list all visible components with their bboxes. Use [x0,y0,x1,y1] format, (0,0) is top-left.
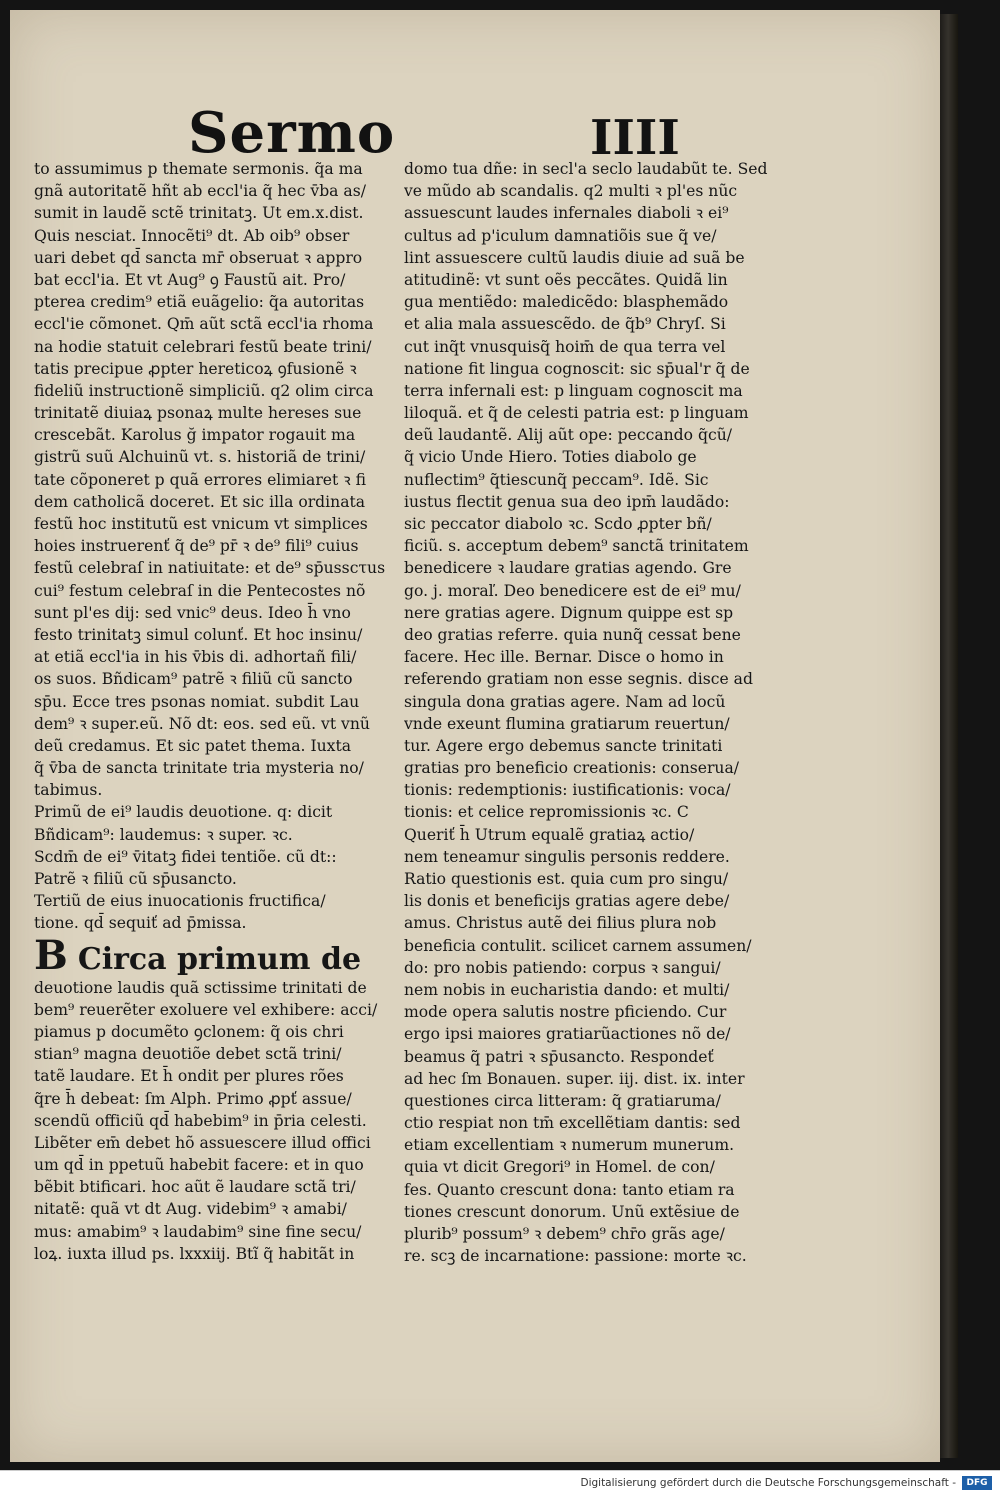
text-line: questiones circa litteram: q̃ gratiaruma/ [404,1091,721,1110]
text-line: dem catholicã doceret. Et sic illa ordinata [34,492,366,511]
text-line: ficiũ. s. acceptum debem⁹ sanctã trinitatem [404,537,749,556]
text-line: festũ hoc institutũ est vnicum vt simplices [34,515,368,533]
section-heading [34,935,392,977]
text-line: nere gratias agere. Dignum quippe est sp [404,603,734,622]
text-line: benedicere ꝛ laudare gratias agendo. Gre [404,559,732,578]
section-heading-text: Circa primum de [77,941,362,977]
text-line: q̃ v̄ba de sancta trinitate tria mysteria no/ [34,759,364,778]
text-line: cut inq̃t vnusquisq̃ hoim̄ de qua terra vel [404,337,726,356]
text-line: cultus ad p'iculum damnatiõis sue q̃ ve/ [404,226,717,245]
text-line: vnde exeunt flumina gratiarum reuertun/ [404,714,730,733]
text-line: stian⁹ magna deuotiõe debet sctã trini/ [34,1045,342,1064]
text-line: dem⁹ ꝛ super.eũ. Nõ dt: eos. sed eũ. vt vnũ [34,714,370,733]
text-line: ergo ipsi maiores gratiarũactiones nõ de/ [404,1025,731,1044]
text-line: gnã autoritatẽ hñt ab eccl'ia q̃ hec v̄ba as/ [34,182,366,201]
text-line: um qd̄ in ppetuũ habebit facere: et in quo [34,1156,364,1175]
text-line: fes. Quanto crescunt dona: tanto etiam ra [404,1180,735,1199]
text-line: sp̄u. Ecce tres psonas nomiat. subdit Lau [34,692,360,711]
text-line: singula dona gratias agere. Nam ad locũ [404,692,726,711]
decorated-initial: B [34,934,68,977]
left-column-lines-a [34,158,392,935]
right-text-column [404,158,792,1288]
text-line: crescebãt. Karolus ğ impator rogauit ma [34,426,356,445]
text-line: sic peccator diabolo ꝛc. Scdo ꝓpter bñ/ [404,515,712,533]
text-line: Bñdicam⁹: laudemus: ꝛ super. ꝛc. [34,825,293,844]
text-line: q̃re h̄ debeat: ſm Alph. Primo ꝓpť assue/ [34,1089,352,1108]
text-line: pterea credim⁹ etiã euãgelio: q̃a autoritas [34,293,365,312]
text-line: nem teneamur singulis personis reddere. [404,847,730,866]
text-line: ctio respiat non tm̄ excellẽtiam dantis: sed [404,1114,741,1133]
text-line: at etiã eccl'ia in his v̄bis di. adhortañ fili/ [34,648,357,667]
text-line: Ratio questionis est. quia cum pro singu/ [404,870,729,888]
text-line: eccl'ie cõmonet. Qm̄ aũt sctã eccl'ia rhoma [34,315,374,334]
text-line: nuflectim⁹ q̃tiescunq̃ peccam⁹. Idẽ. Sic [404,470,709,489]
text-line: iustus flectit genua sua deo ipm̄ laudãdo: [404,492,730,511]
text-line: amus. Christus autẽ dei filius plura nob [404,914,717,933]
text-line: tatis precipue ꝓpter hereticoꝝ ꝯfusionẽ ꝛ [34,359,357,378]
text-line: piamus p documẽto ꝯclonem: q̃ ois chri [34,1022,344,1041]
text-line: tate cõponeret p quã errores elimiaret ꝛ fi [34,470,366,489]
text-line: etiam excellentiam ꝛ numerum munerum. [404,1136,735,1155]
text-line: gua mentiẽdo: maledicẽdo: blasphemãdo [404,293,729,312]
text-line: facere. Hec ille. Bernar. Disce o homo in [404,648,724,667]
text-line: tabimus. [34,781,103,800]
text-line: tionis: redemptionis: iustificationis: voca/ [404,781,731,800]
text-line: na hodie statuit celebrari festũ beate trini/ [34,337,372,356]
text-line: tiones crescunt donorum. Unũ extẽsiue de [404,1202,740,1221]
text-line: liloquã. et q̃ de celesti patria est: p linguam [404,404,749,423]
footer-bar [0,1470,1000,1495]
text-line: re. scꝫ de incarnatione: passione: morte ꝛc. [404,1247,747,1266]
text-line: referendo gratiam non esse segnis. disce ad [404,670,753,689]
text-line: gratias pro beneficio creationis: conserua/ [404,759,740,778]
text-line: Scdm̄ de ei⁹ v̄itatꝫ fidei tentiõe. cũ dt:: [34,847,337,866]
text-line: scendũ officiũ qd̄ habebim⁹ in p̄ria celesti. [34,1111,367,1130]
text-line: bat eccl'ia. Et vt Aug⁹ ꝯ Faustũ ait. Pro/ [34,270,346,289]
text-line: Quis nesciat. Innocẽti⁹ dt. Ab oib⁹ obser [34,226,350,245]
text-line: tionis: et celice repromissionis ꝛc. C [404,803,689,822]
text-line: q̃ vicio Unde Hiero. Toties diabolo ge [404,448,697,467]
text-line: Queriť h̄ Utrum equalẽ gratiaꝝ actio/ [404,825,695,844]
text-line: fideliũ instructionẽ simpliciũ. q2 olim circa [34,381,374,400]
text-line: gistrũ suũ Alchuinũ vt. s. historiã de trini/ [34,448,366,467]
text-line: deo gratias referre. quia nunq̃ cessat bene [404,625,741,644]
text-line: tione. qd̄ sequiť ad p̄missa. [34,914,247,933]
text-line: deũ laudantẽ. Alij aũt ope: peccando q̃cũ/ [404,426,733,445]
text-line: bem⁹ reuerẽter exoluere vel exhibere: acci/ [34,1000,378,1019]
text-line: sunt pl'es dij: sed vnic⁹ deus. Ideo h̄ vno [34,603,351,622]
text-line: deuotione laudis quã sctissime trinitati de [34,978,367,997]
text-line: loꝝ. iuxta illud ps. lxxxiij. Btĩ q̃ habitãt in [34,1244,355,1263]
text-line: deũ credamus. Et sic patet thema. Iuxta [34,736,352,755]
text-line: nitatẽ: quã vt dt Aug. videbim⁹ ꝛ amabi/ [34,1200,347,1219]
text-line: natione fit lingua cognoscit: sic sp̄ual'r q̃ de [404,359,750,378]
text-line: nem nobis in eucharistia dando: et multi/ [404,980,730,999]
text-line: beneficia contulit. scilicet carnem assumen/ [404,936,752,955]
text-line: plurib⁹ possum⁹ ꝛ debem⁹ chr̄o grãs age/ [404,1225,725,1243]
text-line: beamus q̃ patri ꝛ sp̄usancto. Respondeť [404,1047,714,1066]
text-line: ve mũdo ab scandalis. q2 multi ꝛ pl'es nũc [404,182,738,201]
text-line: Patrẽ ꝛ filiũ cũ sp̄usancto. [34,870,237,888]
text-line: to assumimus p themate sermonis. q̃a ma [34,160,363,178]
text-line: et alia mala assuescẽdo. de q̃b⁹ Chryſ. Si [404,315,726,334]
text-line: cui⁹ festum celebraſ in die Pentecostes nõ [34,581,366,600]
text-line: lint assuescere cultũ laudis diuie ad suã be [404,248,745,267]
text-line: Primũ de ei⁹ laudis deuotione. q: dicit [34,803,333,822]
text-line: do: pro nobis patiendo: corpus ꝛ sangui/ [404,958,721,977]
dfg-logo[interactable]: DFG [962,1476,992,1490]
text-line: tatẽ laudare. Et h̄ ondit per plures rões [34,1067,344,1086]
text-line: domo tua dñe: in secl'a seclo laudabũt te. Sed [404,160,768,178]
text-line: Libẽter em̄ debet hõ assuescere illud offici [34,1133,371,1152]
text-line: hoies instruerenť q̃ de⁹ pr̄ ꝛ de⁹ fili⁹ cuius [34,537,359,556]
text-line: assuescunt laudes infernales diaboli ꝛ ei⁹ [404,204,729,223]
text-line: Tertiũ de eius inuocationis fructifica/ [34,892,326,911]
text-line: terra infernali est: p linguam cognoscit ma [404,381,743,400]
text-line: lis donis et beneficijs gratias agere debe/ [404,892,730,911]
text-line: festũ celebraſ in natiuitate: et de⁹ sp̄usscτus [34,559,386,578]
text-line: go. j. moraľ. Deo benedicere est de ei⁹ mu/ [404,581,741,600]
text-line: mode opera salutis nostre pficiendo. Cur [404,1003,727,1022]
text-line: festo trinitatꝫ simul colunť. Et hoc insinu/ [34,625,363,644]
text-line: os suos. Bñdicam⁹ patrẽ ꝛ filiũ cũ sancto [34,670,353,689]
folio-number: IIII [590,110,680,166]
text-line: sumit in laudẽ sctẽ trinitatꝫ. Ut em.x.dist. [34,204,364,223]
running-title: Sermo [188,100,396,166]
funding-notice: Digitalisierung gefördert durch die Deutsche Forschungsgemeinschaft - [580,1477,956,1489]
text-line: ad hec ſm Bonauen. super. iij. dist. ix. inter [404,1069,745,1088]
text-line: mus: amabim⁹ ꝛ laudabim⁹ sine fine secu/ [34,1222,362,1241]
right-column-lines [404,158,792,1267]
text-line: bẽbit btificari. hoc aũt ẽ laudare sctã tri/ [34,1178,356,1197]
text-line: atitudinẽ: vt sunt oẽs peccãtes. Quidã lin [404,270,728,289]
left-text-column [34,158,392,1278]
left-column-lines-b [34,977,392,1265]
text-line: tur. Agere ergo debemus sancte trinitati [404,736,723,755]
text-line: uari debet qd̄ sancta mr̄ obseruat ꝛ appro [34,248,363,267]
page-edge-shadow [940,14,958,1458]
text-line: trinitatẽ diuiaꝝ psonaꝝ multe hereses sue [34,404,362,423]
text-line: quia vt dicit Gregori⁹ in Homel. de con/ [404,1158,715,1177]
